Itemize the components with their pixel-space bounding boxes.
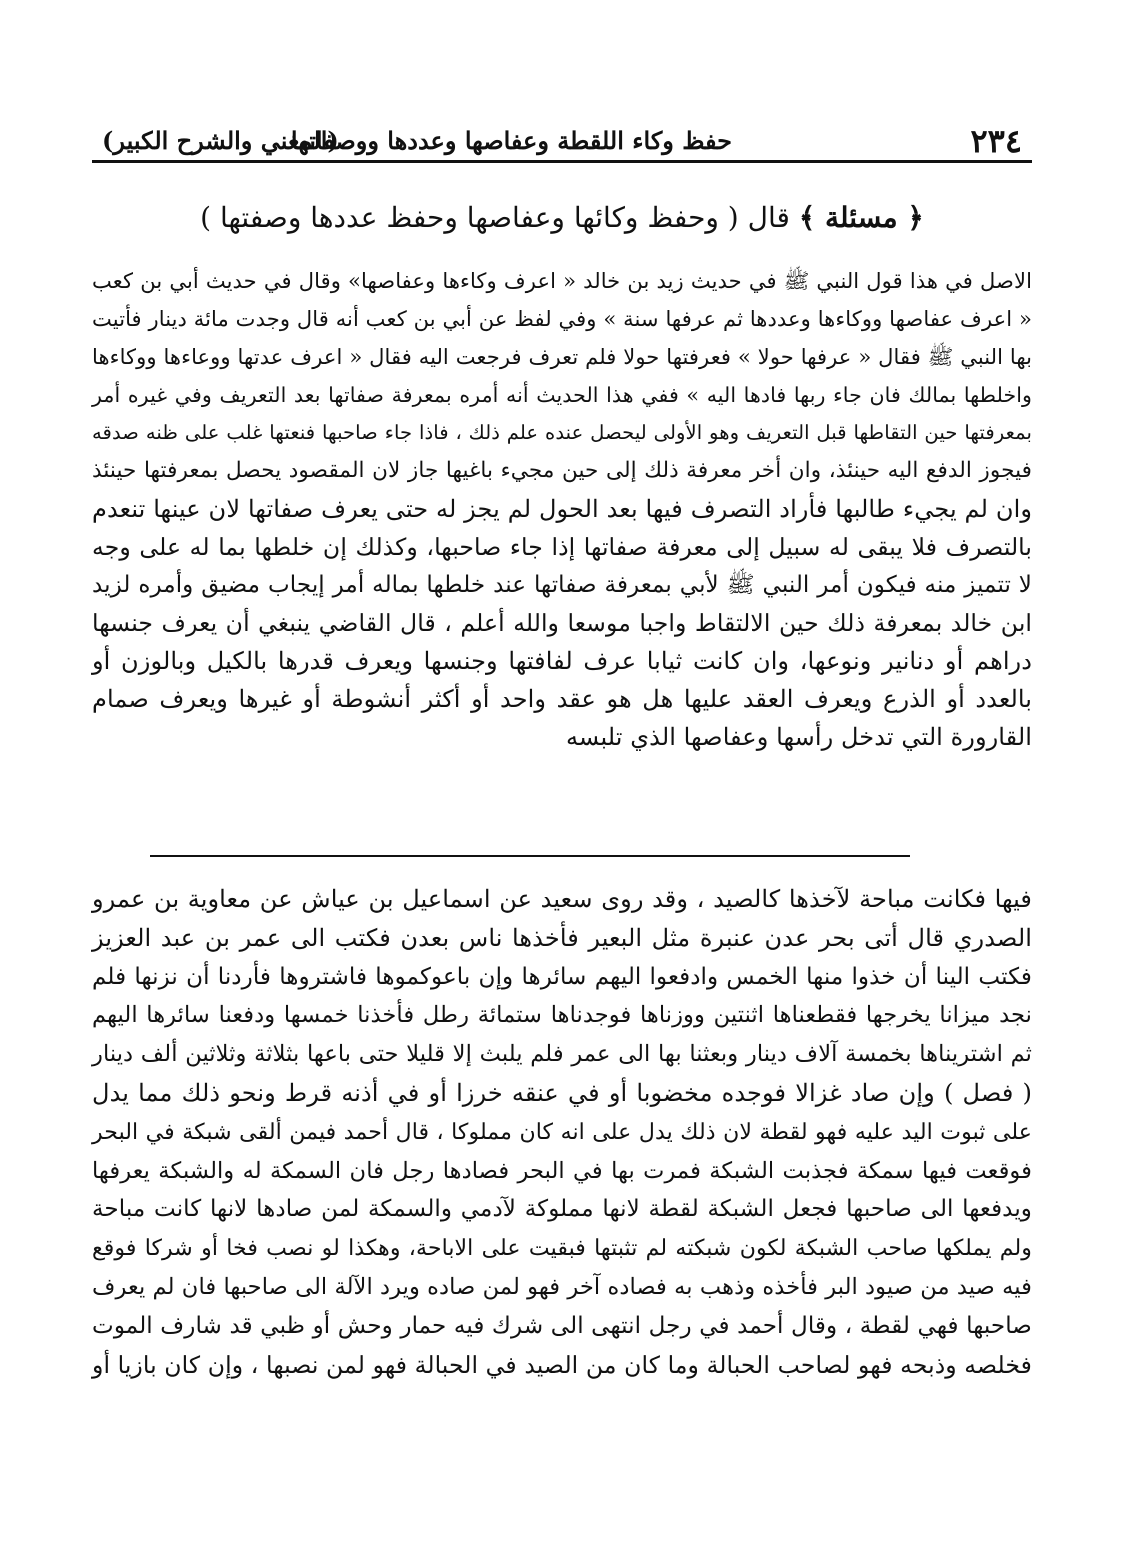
section-divider [150, 855, 910, 857]
text-line: فوقعت فيها سمكة فجذبت الشبكة فمرت بها في البحر فصادها رجل فان السمكة له والشبكة يعرفها [92, 1157, 1032, 1184]
text-line: الصدري قال أتى بحر عدن عنبرة مثل البعير فأخذها ناس بعدن فكتب الى عمر بن عبد العزيز [92, 923, 1032, 952]
text-line: القارورة التي تدخل رأسها وعفاصها الذي تلبسه [565, 723, 1032, 751]
text-line: بها النبي ﷺ فقال « عرفها حولا » فعرفتها حولا فلم تعرف فرجعت اليه فقال « اعرف عدتها ووعاءها ووكاءها [92, 344, 1032, 369]
running-title: حفظ وكاء اللقطة وعفاصها وعددها ووصفاتها [290, 126, 732, 155]
text-line: « اعرف عفاصها ووكاءها وعددها ثم عرفها سنة » وفي لفظ عن أبي بن كعب أنه قال وجدت مائة دينار فأتيت [92, 306, 1032, 331]
text-line: فخلصه وذبحه فهو لصاحب الحبالة وما كان من الصيد في الحبالة فهو لمن نصبها ، وإن كان بازيا أو [92, 1350, 1032, 1379]
text-line: ثم اشتريناها بخمسة آلاف دينار وبعثنا بها الى عمر فلم يلبث إلا قليلا حتى باعها بثلاثة وثلاثين ألف دينار [92, 1041, 1032, 1068]
text-line: بمعرفتها حين التقاطها قبل التعريف وهو الأولى ليحصل عنده علم ذلك ، فاذا جاء صاحبها فنعتها غلب على ظنه صدقه [92, 421, 1032, 444]
text-line: ( فصل ) وإن صاد غزالا فوجده مخضوبا أو في عنقه خرزا أو في أذنه قرط ونحو ذلك مما يدل [92, 1078, 1032, 1107]
text-line: فكتب الينا أن خذوا منها الخمس وادفعوا اليهم سائرها وإن باعوكموها فاشتروها فأردنا أن نزنها فلم [92, 962, 1032, 990]
text-line: دراهم أو دنانير ونوعها، وان كانت ثيابا عرف لفافتها وجنسها ويعرف قدرها بالكيل وبالوزن أو [92, 647, 1032, 675]
text-line: صاحبها فهي لقطة ، وقال أحمد في رجل انتهى الى شرك فيه حمار وحش أو ظبي قد شارف الموت [92, 1311, 1032, 1339]
main-text [92, 262, 1032, 756]
masala-label: ﴿ مسئلة ﴾ [798, 201, 924, 234]
masala-text: قال ( وحفظ وكائها وعفاصها وحفظ عددها وصفتها ) [200, 201, 790, 234]
text-line: فيجوز الدفع اليه حينئذ، وان أخر معرفة ذلك إلى حين مجيء باغيها جاز لان المقصود يحصل بمعرفتها حينئذ [92, 458, 1032, 483]
text-line: واخلطها بمالك فان جاء ربها فادها اليه » ففي هذا الحديث أنه أمره بمعرفة صفاتها بعد التعريف وفي غيره أمر [92, 383, 1032, 407]
page-header [92, 122, 1032, 162]
text-line: على ثبوت اليد عليه فهو لقطة لان ذلك يدل على انه كان مملوكا ، قال أحمد فيمن ألقى شبكة في البحر [92, 1118, 1032, 1145]
text-line: بالعدد أو الذرع ويعرف العقد عليها هل هو عقد واحد أو أكثر أنشوطة أو غيرها ويعرف صمام [92, 685, 1032, 713]
text-line: نجد ميزانا يخرجها فقطعناها اثنتين ووزناها فوجدناها ستمائة رطل فأخذنا خمسها ودفعنا سائرها اليهم [92, 1002, 1032, 1029]
text-line: ولم يملكها صاحب الشبكة لكون شبكته لم تثبتها فبقيت على الاباحة، وهكذا لو نصب فخا أو شركا فوقع [92, 1235, 1032, 1262]
text-line: وان لم يجيء طالبها فأراد التصرف فيها بعد الحول لم يجز له حتى يعرف صفاتها لان عينها تنعدم [92, 495, 1032, 523]
text-line: فيه صيد من صيود البر فأخذه وذهب به فصاده آخر فهو لمن صاده ويرد الآلة الى صاحبها فان لم يعرف [92, 1273, 1032, 1300]
text-line: ويدفعها الى صاحبها فجعل الشبكة لقطة لانها مملوكة لآدمي والسمكة لمن صادها لانها كانت مباحة [92, 1195, 1032, 1223]
masala-heading [92, 198, 1032, 238]
text-line: الاصل في هذا قول النبي ﷺ في حديث زيد بن خالد « اعرف وكاءها وعفاصها» وقال في حديث أبي بن كعب [92, 268, 1032, 293]
text-line: فيها فكانت مباحة لآخذها كالصيد ، وقد روى سعيد عن اسماعيل بن عياش عن معاوية بن عمرو [92, 885, 1032, 913]
text-line: لا تتميز منه فيكون أمر النبي ﷺ لأبي بمعرفة صفاتها عند خلطها بماله أمر إيجاب مضيق وأمره لزيد [92, 571, 1032, 598]
book-title: (المغني والشرح الكبير) [102, 126, 339, 155]
text-line: ابن خالد بمعرفة ذلك حين الالتقاط واجبا موسعا والله أعلم ، قال القاضي ينبغي أن يعرف جنسها [92, 609, 1032, 637]
commentary-text [92, 880, 1032, 1384]
page-number: ٢٣٤ [970, 122, 1022, 160]
header-rule [92, 160, 1032, 163]
text-line: بالتصرف فلا يبقى له سبيل إلى معرفة صفاتها إذا جاء صاحبها، وكذلك إن خلطها بما له على وجه [92, 533, 1032, 561]
